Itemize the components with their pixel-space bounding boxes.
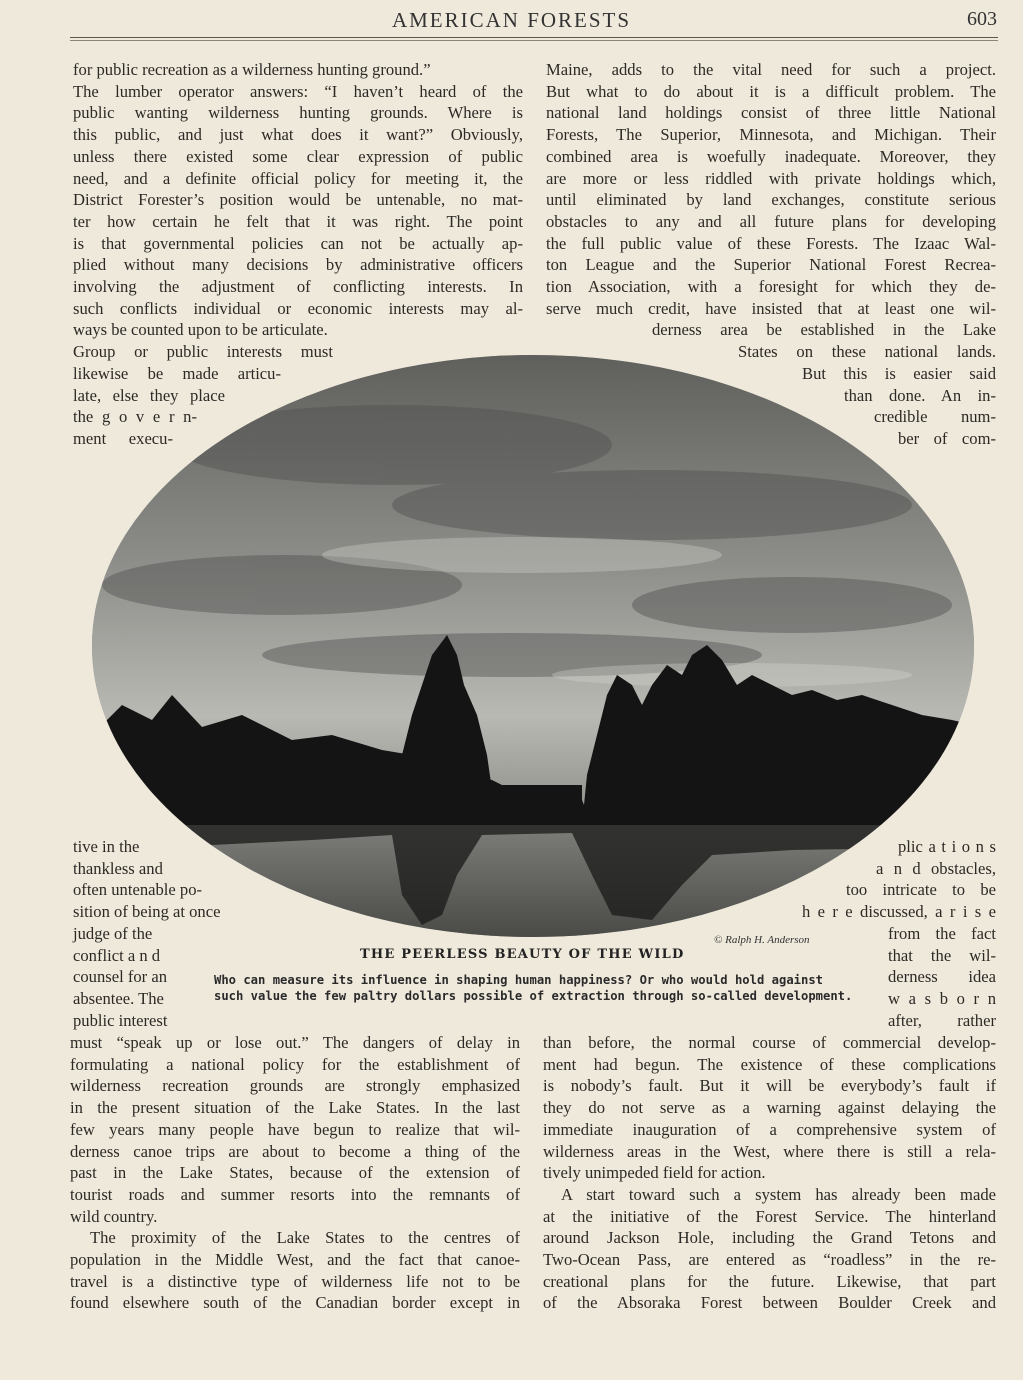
text-line: often untenable po- (73, 880, 203, 900)
text-line: until eliminated by land exchanges, constitute serious (546, 190, 996, 210)
text-line: Forests, The Superior, Minnesota, and Michigan. Their (546, 125, 996, 145)
text-line: wild country. (70, 1206, 158, 1226)
text-line: from the fact (888, 923, 996, 943)
text-line: derness idea (888, 967, 996, 987)
text-line: national land holdings consist of three little National (546, 103, 996, 123)
photo-credit: © Ralph H. Anderson (714, 934, 810, 946)
text-line: public interest (73, 1010, 168, 1030)
text-line: population in the Middle West, and the fact that canoe- (70, 1250, 520, 1269)
text-line: derness canoe trips are about to become a thing of the (70, 1141, 520, 1161)
text-line: this public, and just what does it want?” Obviously, (73, 125, 523, 145)
text-line: that the wil- (888, 945, 996, 965)
text-line: past in the Lake States, because of the extension of (70, 1163, 520, 1183)
text-line: unless there existed some clear expression of public (73, 146, 523, 166)
text-line: thankless and (73, 858, 163, 878)
text-line: are more or less riddled with private holdings which, (546, 168, 996, 188)
text-line: w a s b o r n (888, 988, 996, 1008)
caption-title: THE PEERLESS BEAUTY OF THE WILD (360, 947, 685, 962)
text-line: The proximity of the Lake States to the centres of (90, 1228, 520, 1248)
text-line: Group or public interests must (73, 342, 333, 362)
caption-line: Who can measure its influence in shaping human happiness? Or who would hold against (214, 973, 824, 987)
text-line: wilderness areas in the West, where there is still a rela- (543, 1141, 996, 1161)
text-line: is that governmental policies can not be actually ap- (73, 233, 523, 253)
text-line: of the Absoraka Forest between Boulder Creek and (543, 1293, 996, 1313)
page-number: 603 (967, 8, 997, 30)
text-line: few years many people have begun to realize that wil- (70, 1119, 520, 1139)
text-line: travel is a distinctive type of wilderness life not to be (70, 1271, 520, 1291)
text-line: Two-Ocean Pass, are entered as “roadless” in the re- (543, 1250, 996, 1269)
text-line: too intricate to be (846, 880, 996, 900)
text-line: conflict a n d (73, 945, 161, 965)
caption-line: such value the few paltry dollars possible of extraction through so-called development. (214, 989, 853, 1003)
text-line: the g o v e r n- (73, 407, 197, 427)
text-line: h e r e discussed, a r i s e (802, 902, 996, 922)
text-line: derness area be established in the Lake (652, 320, 996, 340)
text-line: ter how certain he felt that it was right. The point (73, 211, 523, 231)
text-line: But what to do about it is a difficult problem. The (546, 81, 996, 101)
lake-sunset-illustration (92, 355, 974, 937)
text-line: absentee. The (73, 988, 164, 1008)
text-line: the full public value of these Forests. The Izaac Wal- (546, 233, 996, 253)
text-line: after, rather (888, 1010, 996, 1030)
text-line: such conflicts individual or economic interests may al- (73, 298, 523, 318)
text-line: sition of being at once (73, 902, 221, 922)
text-line: tourist roads and summer resorts into the remnants of (70, 1184, 520, 1204)
text-line: public wanting wilderness hunting grounds. Where is (73, 103, 523, 123)
text-line: Maine, adds to the vital need for such a project. (546, 60, 996, 79)
text-line: formulating a national policy for the establishment of (70, 1054, 520, 1074)
text-line: is nobody’s fault. But it will be everybody’s fault if (543, 1076, 996, 1096)
text-line: in the present situation of the Lake States. In the last (70, 1098, 520, 1118)
text-line: A start toward such a system has already been made (561, 1184, 996, 1204)
text-line: at the initiative of the Forest Service. The hinterland (543, 1206, 996, 1226)
text-line: likewise be made articu- (73, 363, 281, 383)
text-line: around Jackson Hole, including the Grand Tetons and (543, 1228, 996, 1248)
text-line: serve much credit, have insisted that at least one wil- (546, 298, 996, 318)
text-line: tion Association, with a foresight for which they de- (546, 277, 996, 296)
text-line: The lumber operator answers: “I haven’t heard of the (73, 81, 523, 101)
header-rule (70, 37, 998, 38)
lake-sunset-photo (92, 355, 974, 937)
text-line: ment had begun. The existence of these complications (543, 1054, 996, 1074)
text-line: need, and a definite official policy for meeting it, the (73, 168, 523, 188)
header-rule-thin (70, 40, 998, 41)
text-line: ways be counted upon to be articulate. (73, 320, 328, 340)
text-line: ment execu- (73, 428, 173, 448)
text-line: obstacles to any and all future plans for developing (546, 211, 996, 231)
running-header-title: AMERICAN FORESTS (391, 8, 632, 32)
text-line: than done. An in- (844, 385, 996, 405)
text-line: found elsewhere south of the Canadian border except in (70, 1293, 520, 1313)
text-line: involving the adjustment of conflicting interests. In (73, 277, 523, 296)
text-line: must “speak up or lose out.” The dangers of delay in (70, 1033, 520, 1052)
text-line: plied without many decisions by administrative officers (73, 255, 523, 275)
text-line: a n d obstacles, (876, 858, 996, 878)
text-line: District Forester’s position would be untenable, no mat- (73, 190, 523, 210)
text-line: judge of the (73, 923, 153, 943)
text-line: tive in the (73, 837, 140, 856)
text-line: combined area is woefully inadequate. Moreover, they (546, 146, 996, 166)
text-line: for public recreation as a wilderness hunting ground.” (73, 60, 431, 79)
text-line: plic a t i o n s (898, 837, 996, 856)
text-line: But this is easier said (802, 363, 996, 383)
text-line: ber of com- (898, 428, 996, 448)
text-line: they do not serve as a warning against delaying the (543, 1098, 996, 1118)
text-line: than before, the normal course of commercial develop- (543, 1033, 996, 1052)
text-line: immediate inauguration of a comprehensive system of (543, 1119, 996, 1139)
text-line: counsel for an (73, 967, 167, 987)
text-line: ton League and the Superior National Forest Recrea- (546, 255, 996, 275)
text-line: credible num- (874, 407, 996, 427)
text-line: States on these national lands. (738, 342, 996, 362)
text-line: late, else they place (73, 385, 225, 405)
text-line: creational plans for the future. Likewise, that part (543, 1271, 996, 1291)
text-line: tively unimpeded field for action. (543, 1163, 766, 1183)
text-line: wilderness recreation grounds are strongly emphasized (70, 1076, 520, 1096)
